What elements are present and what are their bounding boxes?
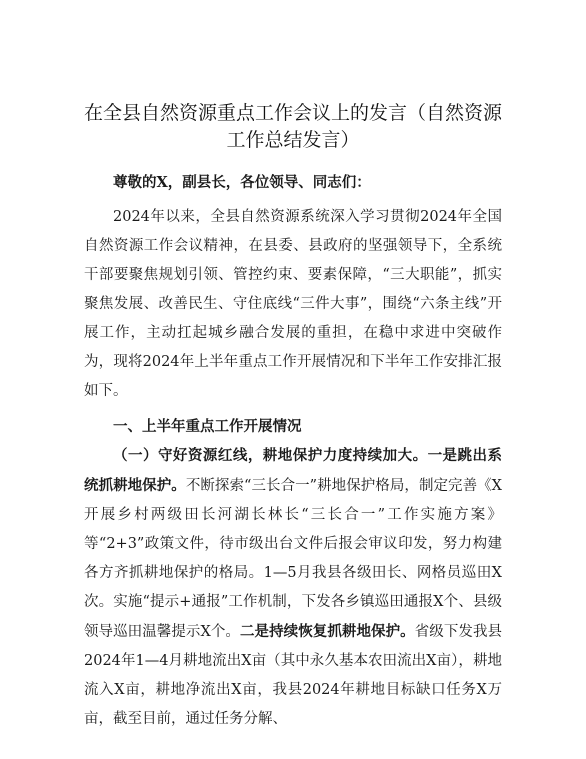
- document-title: 在全县自然资源重点工作会议上的发言（自然资源工作总结发言）: [84, 102, 503, 151]
- section-heading: 一、上半年重点工作开展情况: [113, 418, 302, 435]
- section-paragraph: [84, 441, 502, 734]
- sub-point-text: 省级下发我县2024年1—4月耕地流出X亩（其中永久基本农田流出X亩），耕地流入X亩，耕地净流出X亩，我县2024年耕地目标缺口任务X万亩，截至目前，通过任务分解、: [84, 624, 503, 727]
- intro-paragraph: 2024年以来，全县自然资源系统深入学习贯彻2024年全国自然资源工作会议精神，在县委、县政府的坚强领导下，全系统干部要聚焦规划引领、管控约束、要素保障，“三大职能”，抓实聚焦发展、改善民生、守住底线“三件大事”，围绕“六条主线”开展工作，主动扛起城乡融合发展的重担，在稳中求进中突破作为，现将2024年上半年重点工作开展情况和下半年工作安排汇报如下。: [84, 209, 502, 399]
- paragraph-lead: （一）守好资源红线，耕地保护力度持续加大。: [113, 447, 428, 464]
- sub-point-lead: 一是跳出系统抓耕地保护。: [84, 447, 502, 494]
- sub-point-lead: 二是持续恢复抓耕地保护。: [239, 623, 415, 640]
- salutation: 尊敬的X，副县长，各位领导、同志们：: [113, 174, 371, 191]
- sub-point-text: 不断探索“三长合一”耕地保护格局，制定完善《X开展乡村两级田长河湖长林长“三长合一”工作实施方案》等“2+3”政策文件，待市级出台文件后报会审议印发，努力构建各方齐抓耕地保护的格局。1—5月我县各级田长、网格员巡田X次。实施“提示+通报”工作机制，下发各乡镇巡田通报X个、县级领导巡田温馨提示X个。: [84, 478, 502, 640]
